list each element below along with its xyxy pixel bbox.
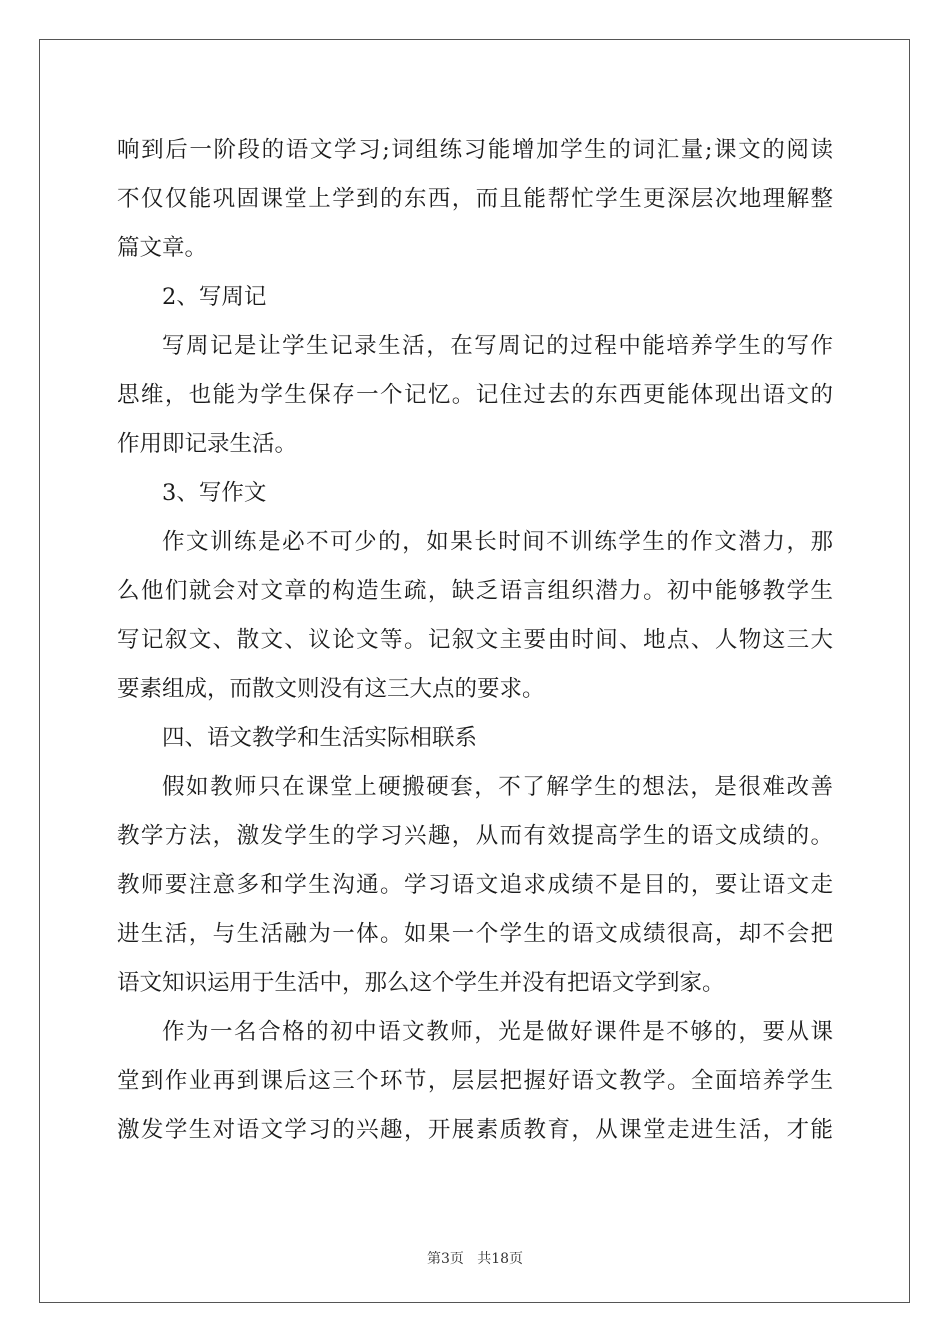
page-number-footer: 第3页 共18页 — [426, 1251, 524, 1267]
text-line: 写周记是让学生记录生活，在写周记的过程中能培养学生的写作 — [162, 333, 833, 359]
section-heading: 四、语文教学和生活实际相联系 — [162, 725, 478, 751]
text-line: 要素组成，而散文则没有这三大点的要求。 — [117, 676, 545, 702]
text-line: 篇文章。 — [117, 235, 208, 261]
text-line: 作文训练是必不可少的，如果长时间不训练学生的作文潜力，那 — [162, 529, 833, 555]
text-line: 么他们就会对文章的构造生疏，缺乏语言组织潜力。初中能够教学生 — [117, 578, 833, 604]
text-line: 进生活，与生活融为一体。如果一个学生的语文成绩很高，却不会把 — [117, 921, 833, 947]
document-body — [117, 126, 833, 1155]
text-line: 激发学生对语文学习的兴趣，开展素质教育，从课堂走进生活，才能 — [117, 1117, 833, 1143]
text-line: 不仅仅能巩固课堂上学到的东西，而且能帮忙学生更深层次地理解整 — [117, 186, 833, 212]
text-line: 语文知识运用于生活中，那么这个学生并没有把语文学到家。 — [117, 970, 725, 996]
section-heading: 3、写作文 — [162, 480, 267, 506]
section-heading: 2、写周记 — [162, 284, 267, 310]
text-line: 作为一名合格的初中语文教师，光是做好课件是不够的，要从课 — [162, 1019, 833, 1045]
text-line: 响到后一阶段的语文学习;词组练习能增加学生的词汇量;课文的阅读 — [117, 137, 833, 163]
text-line: 教师要注意多和学生沟通。学习语文追求成绩不是目的，要让语文走 — [117, 872, 833, 898]
text-line: 教学方法，激发学生的学习兴趣，从而有效提高学生的语文成绩的。 — [117, 823, 833, 849]
text-line: 思维，也能为学生保存一个记忆。记住过去的东西更能体现出语文的 — [117, 382, 833, 408]
text-line: 作用即记录生活。 — [117, 431, 298, 457]
text-line: 写记叙文、散文、议论文等。记叙文主要由时间、地点、人物这三大 — [117, 627, 833, 653]
text-line: 堂到作业再到课后这三个环节，层层把握好语文教学。全面培养学生 — [117, 1068, 833, 1094]
text-line: 假如教师只在课堂上硬搬硬套，不了解学生的想法，是很难改善 — [162, 774, 833, 800]
